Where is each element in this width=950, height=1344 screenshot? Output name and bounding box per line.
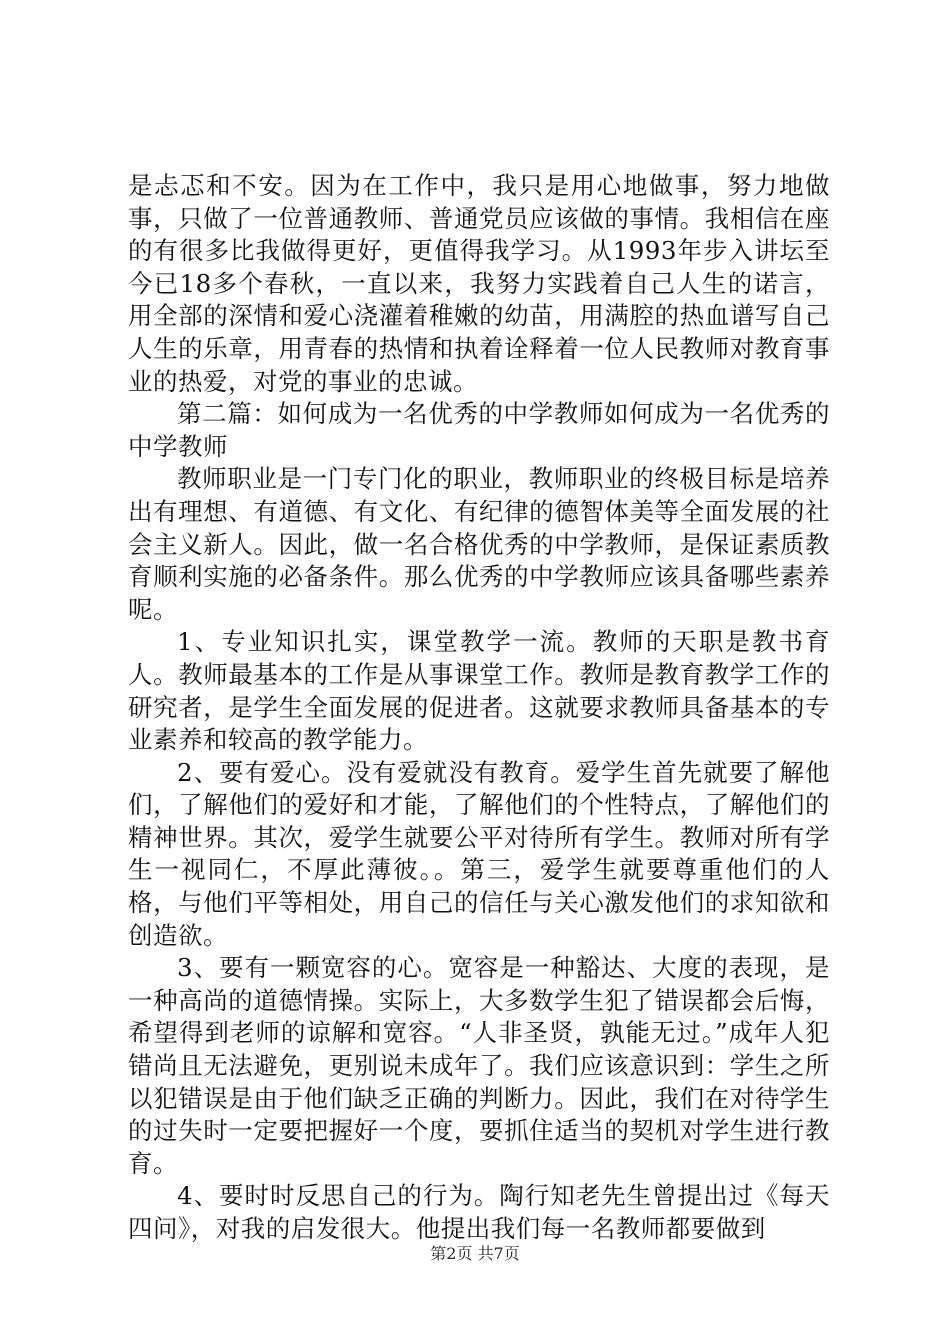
page-footer [0,1244,950,1264]
paragraph-point-2: 2、要有爱心。没有爱就没有教育。爱学生首先就要了解他们，了解他们的爱好和才能，了解他们的个性特点，了解他们的精神世界。其次，爱学生就要公平对待所有学生。教师对所有学生一视同仁，不厚此薄彼。。第三，爱学生就要尊重他们的人格，与他们平等相处，用自己的信任与关心激发他们的求知欲和创造欲。 [128,757,830,950]
paragraph-continuation: 是忐忑和不安。因为在工作中，我只是用心地做事，努力地做事，只做了一位普通教师、普通党员应该做的事情。我相信在座的有很多比我做得更好，更值得我学习。从1993年步入讲坛至今已18多个春秋，一直以来，我努力实践着自己人生的诺言，用全部的深情和爱心浇灌着稚嫩的幼苗，用满腔的热血谱写自己人生的乐章，用青春的热情和执着诠释着一位人民教师对教育事业的热爱，对党的事业的忠诚。 [128,171,830,396]
section-heading: 第二篇：如何成为一名优秀的中学教师如何成为一名优秀的中学教师 [128,399,830,461]
page-number-label: 第2页 共7页 [430,1244,520,1263]
paragraph-point-4: 4、要时时反思自己的行为。陶行知老先生曾提出过《每天四问》，对我的启发很大。他提出我们每一名教师都要做到 [128,1181,830,1243]
paragraph-point-1: 1、专业知识扎实，课堂教学一流。教师的天职是教书育人。教师最基本的工作是从事课堂工作。教师是教育教学工作的研究者，是学生全面发展的促进者。这就要求教师具备基本的专业素养和较高的教学能力。 [128,627,830,755]
document-body [128,170,830,1246]
paragraph-intro: 教师职业是一门专门化的职业，教师职业的终极目标是培养出有理想、有道德、有文化、有纪律的德智体美等全面发展的社会主义新人。因此，做一名合格优秀的中学教师，是保证素质教育顺利实施的必备条件。那么优秀的中学教师应该具备哪些素养呢。 [128,464,830,624]
paragraph-point-3: 3、要有一颗宽容的心。宽容是一种豁达、大度的表现，是一种高尚的道德情操。实际上，大多数学生犯了错误都会后悔，希望得到老师的谅解和宽容。“人非圣贤，孰能无过。”成年人犯错尚且无法避免，更别说未成年了。我们应该意识到：学生之所以犯错误是由于他们缺乏正确的判断力。因此，我们在对待学生的过失时一定要把握好一个度，要抓住适当的契机对学生进行教育。 [128,953,830,1178]
